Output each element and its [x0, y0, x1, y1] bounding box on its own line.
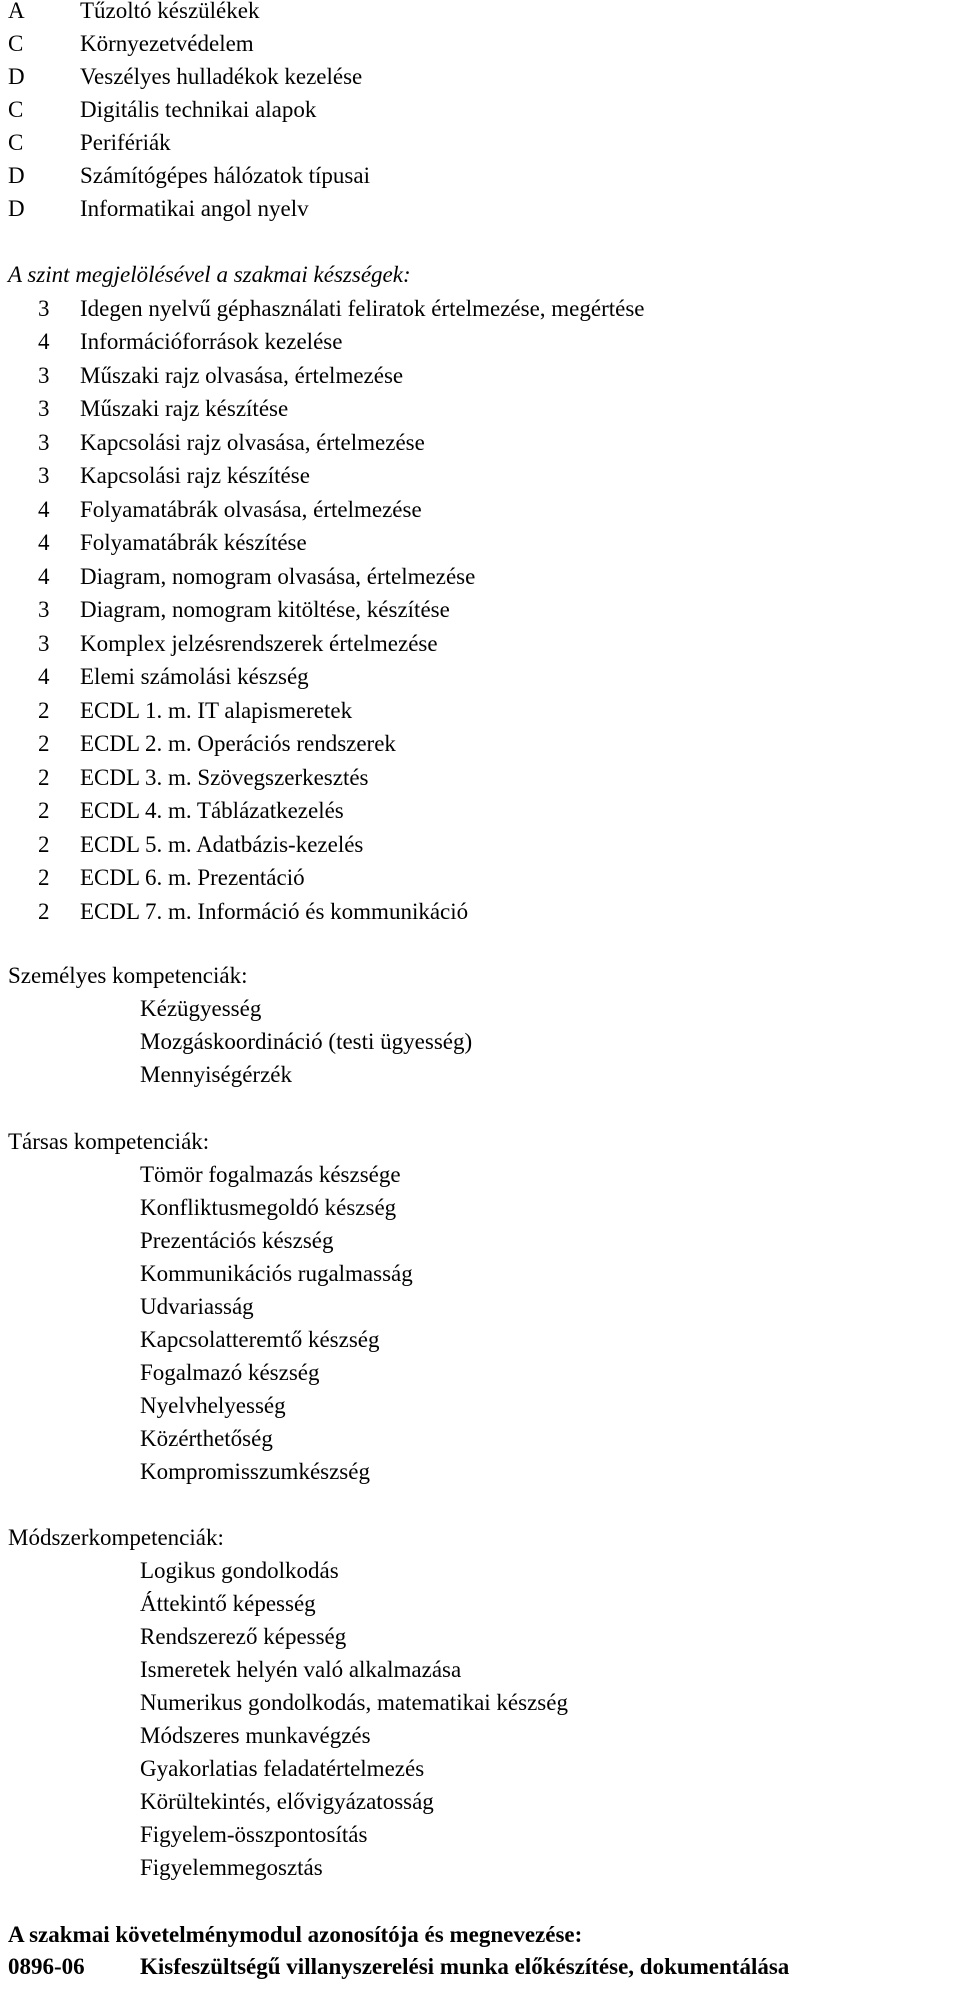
skill-text: Komplex jelzésrendszerek értelmezése	[80, 631, 438, 656]
skill-text: Kapcsolási rajz készítése	[80, 463, 310, 488]
method-text: Módszeres munkavégzés	[140, 1723, 371, 1748]
knowledge-text: Számítógépes hálózatok típusai	[80, 163, 370, 188]
skill-level: 3	[38, 363, 50, 388]
knowledge-text: Digitális technikai alapok	[80, 97, 317, 122]
social-heading-text: Társas kompetenciák:	[8, 1129, 210, 1154]
skill-text: Információforrások kezelése	[80, 329, 343, 354]
skill-text: ECDL 6. m. Prezentáció	[80, 865, 305, 890]
skill-level: 3	[38, 597, 50, 622]
skill-level: 4	[38, 530, 50, 555]
method-text: Figyelem-összpontosítás	[140, 1822, 368, 1847]
skill-level: 3	[38, 631, 50, 656]
method-text: Rendszerező képesség	[140, 1624, 347, 1649]
skill-level: 4	[38, 329, 50, 354]
skill-text: ECDL 1. m. IT alapismeretek	[80, 698, 353, 723]
skill-level: 2	[38, 865, 50, 890]
method-text: Gyakorlatias feladatértelmezés	[140, 1756, 425, 1781]
module-name: Kisfeszültségű villanyszerelési munka előkészítése, dokumentálása	[140, 1954, 790, 1979]
skill-level: 4	[38, 564, 50, 589]
skill-level: 2	[38, 832, 50, 857]
knowledge-level: A	[8, 0, 25, 23]
knowledge-level: C	[8, 97, 24, 122]
skill-text: ECDL 2. m. Operációs rendszerek	[80, 731, 396, 756]
knowledge-level: D	[8, 196, 25, 221]
social-text: Prezentációs készség	[140, 1228, 334, 1253]
social-text: Udvariasság	[140, 1294, 254, 1319]
skills-heading-text: A szint megjelölésével a szakmai készségek:	[8, 262, 411, 287]
knowledge-level: D	[8, 163, 25, 188]
social-text: Közérthetőség	[140, 1426, 273, 1451]
skill-text: ECDL 3. m. Szövegszerkesztés	[80, 765, 369, 790]
module-code: 0896-06	[8, 1954, 85, 1979]
skill-level: 4	[38, 497, 50, 522]
personal-text: Mennyiségérzék	[140, 1062, 292, 1087]
social-text: Kommunikációs rugalmasság	[140, 1261, 413, 1286]
social-text: Nyelvhelyesség	[140, 1393, 286, 1418]
skill-text: Folyamatábrák készítése	[80, 530, 307, 555]
method-text: Logikus gondolkodás	[140, 1558, 339, 1583]
skill-level: 3	[38, 463, 50, 488]
method-text: Áttekintő képesség	[140, 1591, 316, 1616]
knowledge-text: Környezetvédelem	[80, 31, 254, 56]
skill-text: Elemi számolási készség	[80, 664, 309, 689]
skill-text: Műszaki rajz olvasása, értelmezése	[80, 363, 404, 388]
skill-text: Kapcsolási rajz olvasása, értelmezése	[80, 430, 425, 455]
social-text: Tömör fogalmazás készsége	[140, 1162, 401, 1187]
skill-level: 2	[38, 765, 50, 790]
personal-heading-text: Személyes kompetenciák:	[8, 963, 248, 988]
skill-level: 4	[38, 664, 50, 689]
knowledge-text: Informatikai angol nyelv	[80, 196, 309, 221]
skill-level: 2	[38, 798, 50, 823]
knowledge-level: C	[8, 130, 24, 155]
social-text: Konfliktusmegoldó készség	[140, 1195, 397, 1220]
personal-text: Mozgáskoordináció (testi ügyesség)	[140, 1029, 473, 1054]
skill-text: Folyamatábrák olvasása, értelmezése	[80, 497, 422, 522]
skill-text: Diagram, nomogram olvasása, értelmezése	[80, 564, 476, 589]
skill-text: ECDL 7. m. Információ és kommunikáció	[80, 899, 469, 924]
skill-level: 2	[38, 899, 50, 924]
method-heading-text: Módszerkompetenciák:	[8, 1525, 224, 1550]
social-text: Kapcsolatteremtő készség	[140, 1327, 380, 1352]
method-text: Figyelemmegosztás	[140, 1855, 323, 1880]
skill-level: 3	[38, 430, 50, 455]
skill-text: Idegen nyelvű géphasználati feliratok értelmezése, megértése	[80, 296, 645, 321]
skill-level: 3	[38, 296, 50, 321]
personal-text: Kézügyesség	[140, 996, 262, 1021]
method-text: Numerikus gondolkodás, matematikai készség	[140, 1690, 568, 1715]
skill-text: Műszaki rajz készítése	[80, 396, 289, 421]
skill-level: 3	[38, 396, 50, 421]
social-text: Kompromisszumkészség	[140, 1459, 370, 1484]
method-text: Körültekintés, elővigyázatosság	[140, 1789, 434, 1814]
knowledge-level: D	[8, 64, 25, 89]
skill-level: 2	[38, 731, 50, 756]
knowledge-text: Veszélyes hulladékok kezelése	[80, 64, 363, 89]
skill-level: 2	[38, 698, 50, 723]
skill-text: Diagram, nomogram kitöltése, készítése	[80, 597, 450, 622]
skill-text: ECDL 4. m. Táblázatkezelés	[80, 798, 344, 823]
module-heading-text: A szakmai követelménymodul azonosítója és megnevezése:	[8, 1922, 583, 1947]
method-text: Ismeretek helyén való alkalmazása	[140, 1657, 462, 1682]
social-text: Fogalmazó készség	[140, 1360, 320, 1385]
skill-text: ECDL 5. m. Adatbázis-kezelés	[80, 832, 364, 857]
knowledge-text: Perifériák	[80, 130, 171, 155]
knowledge-text: Tűzoltó készülékek	[80, 0, 260, 23]
knowledge-level: C	[8, 31, 24, 56]
